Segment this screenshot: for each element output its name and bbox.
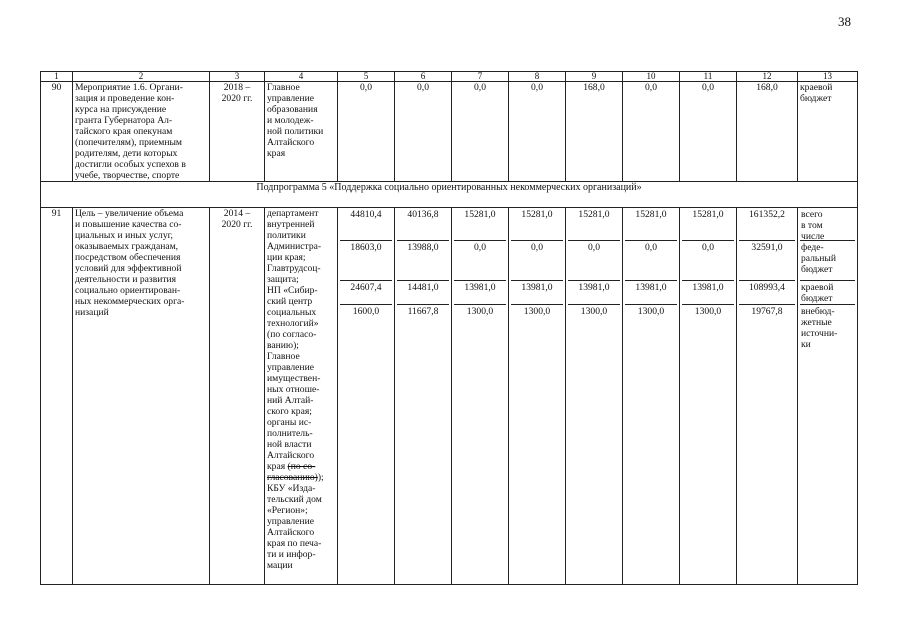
value-cell: 0,0 — [625, 241, 677, 281]
value-column — [623, 208, 680, 585]
header-cell: 5 — [338, 72, 395, 82]
value-cell: 13981,0 — [454, 281, 506, 305]
page-number: 38 — [838, 14, 851, 29]
value-cell: 15281,0 — [454, 208, 506, 241]
value-cell: 0,0 — [680, 82, 737, 182]
header-cell: 7 — [452, 72, 509, 82]
value-cell: 0,0 — [509, 82, 566, 182]
value-column — [566, 208, 623, 585]
header-cell: 6 — [395, 72, 452, 82]
struck-line: края (по со- — [267, 461, 316, 472]
value-cell: 13981,0 — [625, 281, 677, 305]
value-cell: 40136,8 — [397, 208, 449, 241]
executor: департамент внутренней политики Администра- ции края; Главтрудсоц- защита; НП «Сибир- ский центр социальных технологий» (по согласо- ванию); Главное управление имуществен- ных отноше- ний Алтай- ского края; органы ис- полнитель- ной власти Алтайского края (по со- гласованию)); КБУ «Изда- тельский дом «Регион»; управление Алтайского края по печа- ти и инфор- мации — [265, 208, 338, 585]
funding-source: всего в том числе — [800, 208, 855, 241]
funding-source: краевой бюджет — [800, 281, 855, 305]
subprogram-row — [41, 182, 858, 208]
header-cell: 11 — [680, 72, 737, 82]
row-number: 90 — [41, 82, 73, 182]
value-column — [509, 208, 566, 585]
header-cell: 12 — [737, 72, 798, 82]
table-row-90 — [41, 82, 858, 182]
funding-source: внебюд- жетные источни- ки — [801, 306, 838, 350]
value-cell: 44810,4 — [340, 208, 392, 241]
header-cell: 3 — [210, 72, 265, 82]
period: 2018 – 2020 гг. — [210, 82, 265, 182]
value-cell: 168,0 — [737, 82, 798, 182]
executor: Главное управление образования и молодеж- ной политики Алтайского края — [265, 82, 338, 182]
value-cell: 161352,2 — [739, 208, 795, 241]
value-cell: 0,0 — [454, 241, 506, 281]
header-cell: 1 — [41, 72, 73, 82]
value-cell: 1300,0 — [523, 306, 551, 317]
value-cell: 13981,0 — [682, 281, 734, 305]
value-cell: 18603,0 — [340, 241, 392, 281]
value-cell: 14481,0 — [397, 281, 449, 305]
value-cell: 13981,0 — [568, 281, 620, 305]
header-cell: 8 — [509, 72, 566, 82]
value-cell: 1300,0 — [637, 306, 665, 317]
value-cell: 19767,8 — [751, 306, 783, 317]
funding-source: феде- ральный бюджет — [800, 241, 855, 281]
value-cell: 0,0 — [452, 82, 509, 182]
value-cell: 0,0 — [338, 82, 395, 182]
value-cell: 13981,0 — [511, 281, 563, 305]
header-cell: 4 — [265, 72, 338, 82]
value-cell: 1600,0 — [352, 306, 380, 317]
value-cell: 24607,4 — [340, 281, 392, 305]
subprogram-title: Подпрограмма 5 «Поддержка социально ориентированных некоммерческих организаций» — [41, 182, 858, 208]
funding-source: краевой бюджет — [798, 82, 858, 182]
value-cell: 0,0 — [395, 82, 452, 182]
value-cell: 11667,8 — [407, 306, 439, 317]
value-cell: 108993,4 — [739, 281, 795, 305]
value-cell: 15281,0 — [625, 208, 677, 241]
value-cell: 0,0 — [623, 82, 680, 182]
value-cell: 0,0 — [511, 241, 563, 281]
value-cell: 1300,0 — [580, 306, 608, 317]
value-column — [338, 208, 395, 585]
funding-source-column — [798, 208, 858, 585]
value-cell: 1300,0 — [694, 306, 722, 317]
value-column — [395, 208, 452, 585]
struck-line: гласованию)); — [267, 472, 324, 483]
value-column — [737, 208, 798, 585]
value-column — [680, 208, 737, 585]
value-cell: 168,0 — [566, 82, 623, 182]
value-cell: 0,0 — [568, 241, 620, 281]
goal-description: Цель – увеличение объема и повышение качества со- циальных и иных услуг, оказываемых гражданам, посредством обеспечения условий для эффективной деятельности и развития социально ориентирован- ных некоммерческих орга- низаций — [73, 208, 210, 585]
value-cell: 1300,0 — [466, 306, 494, 317]
header-cell: 13 — [798, 72, 858, 82]
value-cell: 15281,0 — [511, 208, 563, 241]
value-cell: 0,0 — [682, 241, 734, 281]
value-cell: 32591,0 — [739, 241, 795, 281]
header-cell: 2 — [73, 72, 210, 82]
header-cell: 10 — [623, 72, 680, 82]
header-cell: 9 — [566, 72, 623, 82]
row-number: 91 — [41, 208, 73, 585]
event-description: Мероприятие 1.6. Органи- зация и проведение кон- курса на присуждение гранта Губернатора Ал- тайского края опекунам (попечителям), приемным родителям, дети которых достигли особых успехов в учебе, творчестве, спорте — [73, 82, 210, 182]
table-row-91 — [41, 208, 858, 585]
value-cell: 15281,0 — [682, 208, 734, 241]
value-cell: 13988,0 — [397, 241, 449, 281]
header-row — [41, 72, 858, 82]
value-column — [452, 208, 509, 585]
program-table — [40, 71, 858, 585]
period: 2014 – 2020 гг. — [210, 208, 265, 585]
value-cell: 15281,0 — [568, 208, 620, 241]
